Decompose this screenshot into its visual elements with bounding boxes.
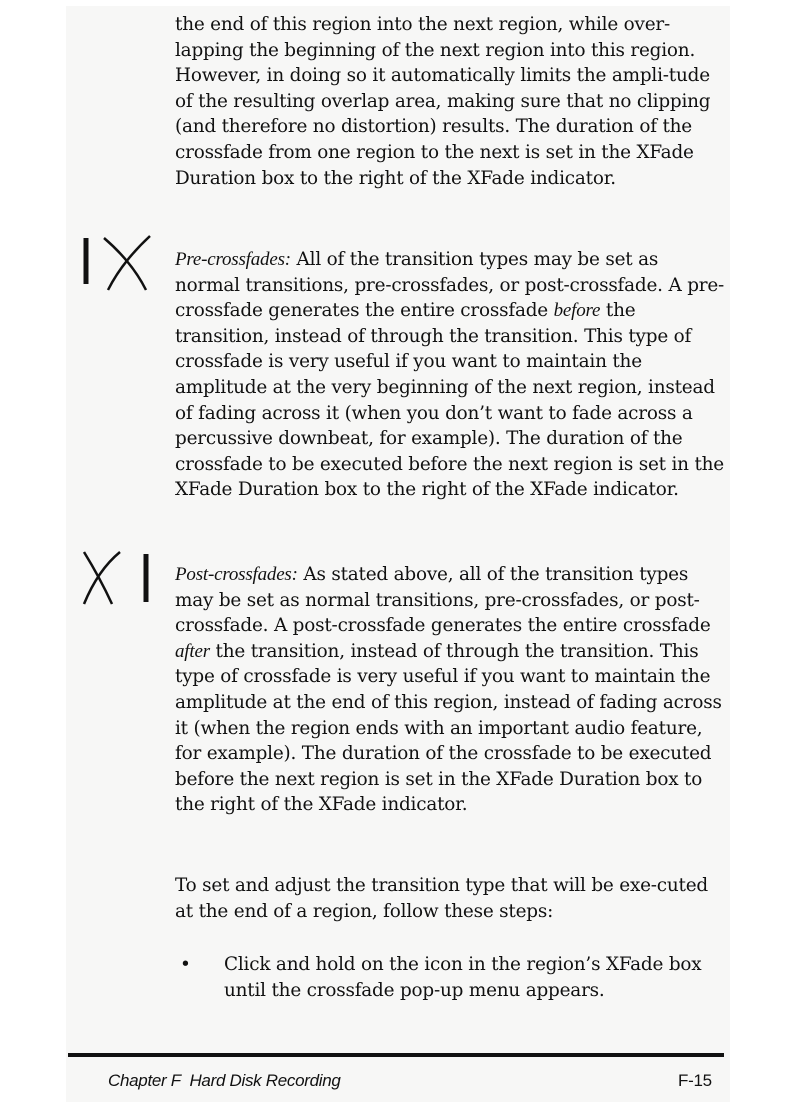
emphasis-before: before — [553, 300, 601, 322]
post-crossfade-icon — [76, 548, 156, 608]
term-pre-crossfades: Pre-crossfades: — [175, 249, 291, 270]
pre-text-b: the transition, instead of through the transition. This type of crossfade is very useful if you want to maintain the amplitude at the very beginning of the next region, instead of fading across it (when you don’t want to fade across a percussive downbeat, for example). The duration of the crossfade to be executed before the next region is set in the XFade Duration box to the right of the XFade indicator. — [175, 300, 724, 501]
emphasis-after: after — [175, 640, 210, 662]
post-text-a: As stated above, all of the transition types may be set as normal transitions, pre-crossfades, or post-crossfade. A post-crossfade generates the entire crossfade — [175, 564, 711, 637]
paragraph-pre-crossfades — [175, 247, 727, 503]
footer-rule — [68, 1053, 724, 1057]
footer-chapter-label: Chapter F — [108, 1071, 181, 1090]
pre-text-a: All of the transition types may be set as normal transitions, pre-crossfades, or post-crossfade. A pre-crossfade generates the entire crossfade — [175, 249, 725, 322]
paragraph-steps-intro: To set and adjust the transition type that will be exe-cuted at the end of a region, follow these steps: — [175, 875, 709, 922]
term-post-crossfades: Post-crossfades: — [175, 564, 298, 585]
bullet-text: Click and hold on the icon in the region’s XFade box until the crossfade pop-up menu appears. — [224, 954, 702, 1001]
post-text-b: the transition, instead of through the transition. This type of crossfade is very useful if you want to maintain the amplitude at the end of this region, instead of fading across it (when the region ends with an important audio feature, for example). The duration of the crossfade to be executed before the next region is set in the XFade Duration box to the right of the XFade indicator. — [175, 640, 722, 816]
footer-chapter — [108, 1071, 341, 1091]
paragraph-crossfade-intro: the end of this region into the next region, while over-lapping the beginning of the next region into this region. However, in doing so it automatically limits the ampli-tude of the resulting overlap area, making sure that no clipping (and therefore no distortion) results. The duration of the crossfade from one region to the next is set in the XFade Duration box to the right of the XFade indicator. — [175, 14, 711, 189]
list-item — [180, 952, 727, 1003]
footer-section-title: Hard Disk Recording — [189, 1071, 341, 1090]
page-number: F-15 — [678, 1071, 712, 1090]
bullet-marker: • — [180, 954, 191, 975]
pre-crossfade-icon — [78, 232, 154, 292]
paragraph-post-crossfades — [175, 562, 727, 818]
